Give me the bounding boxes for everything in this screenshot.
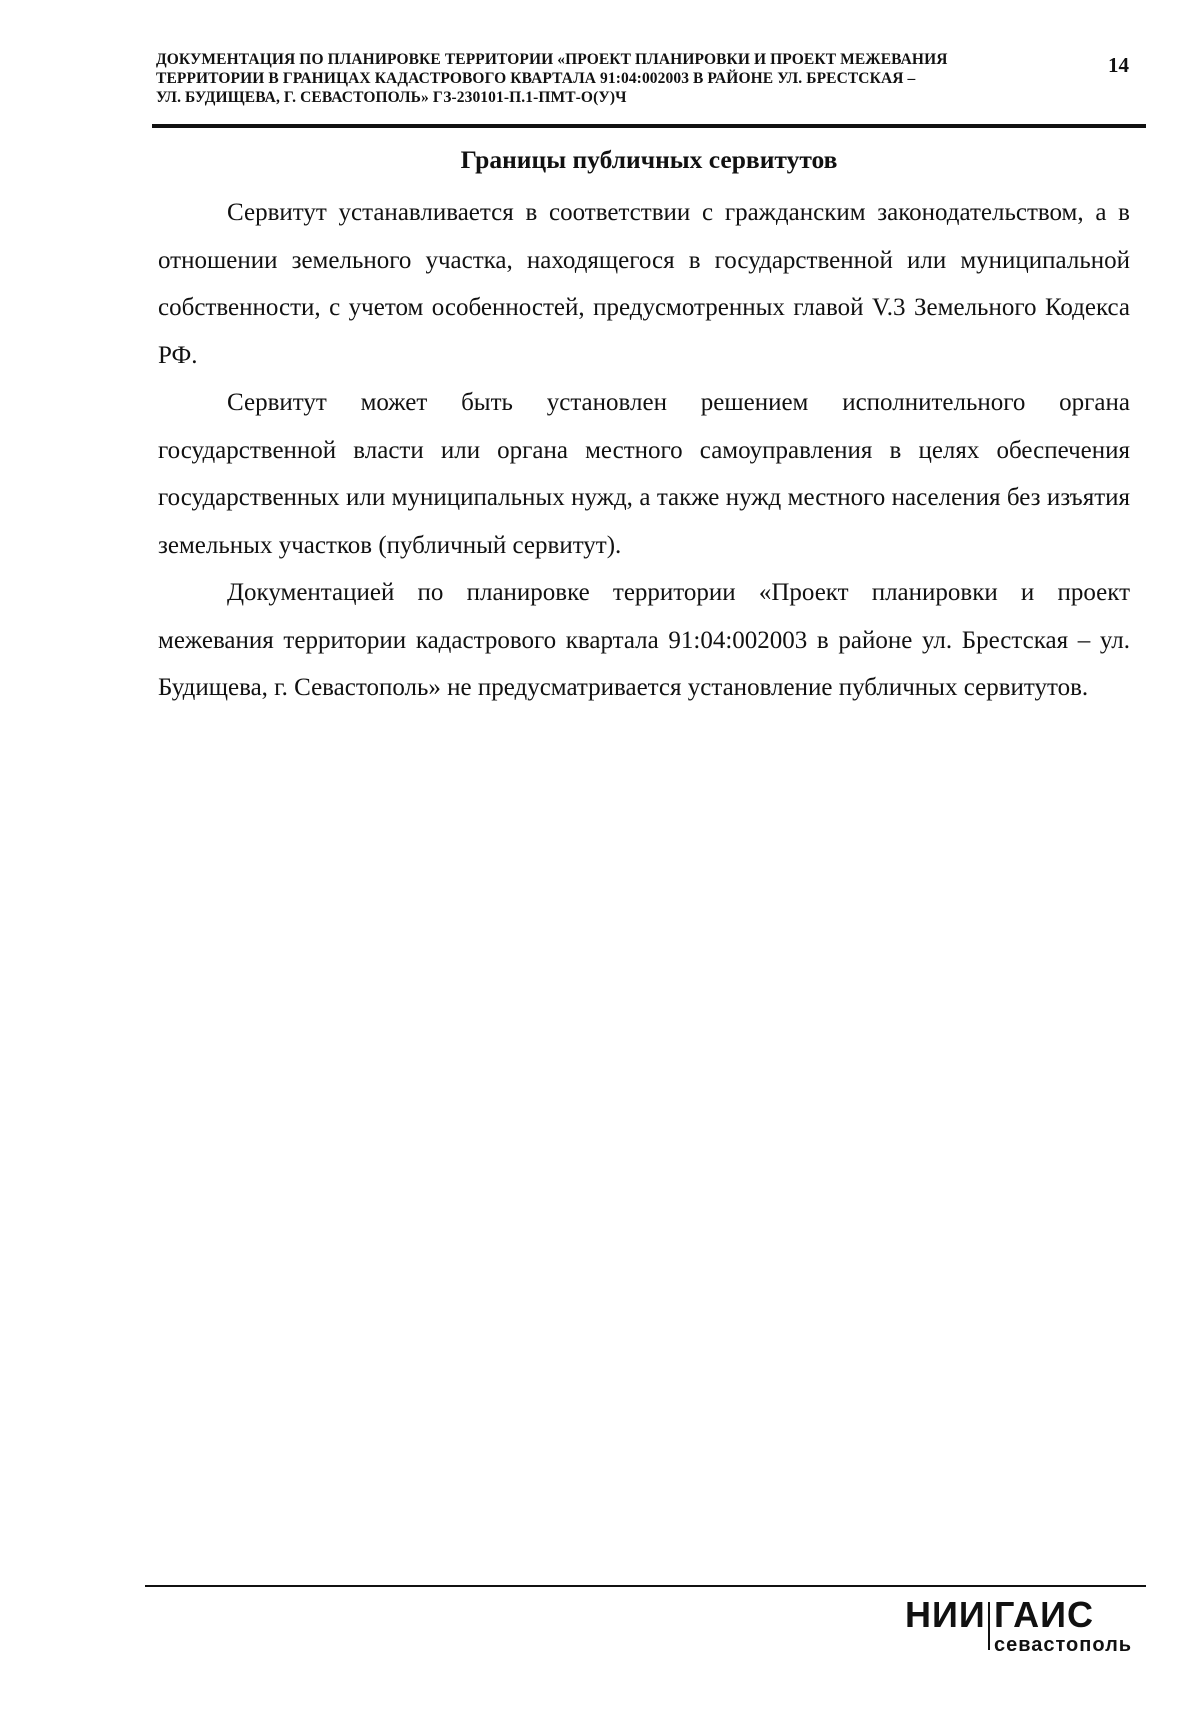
logo-subtext: севастополь (994, 1634, 1133, 1656)
paragraph-2: Сервитут может быть установлен решением исполнительного органа государственной власти или органа местного самоуправления в целях обеспечения государственных или муниципальных нужд, а также нужд местного населения без изъятия земельных участков (публичный сервитут). (158, 389, 1130, 559)
body-text (158, 189, 1130, 712)
logo-divider (988, 1602, 990, 1650)
organization-logo (905, 1592, 1150, 1672)
section-title: Границы публичных сервитутов (460, 145, 838, 174)
header-line-3: УЛ. БУДИЩЕВА, Г. СЕВАСТОПОЛЬ» ГЗ-230101-П.1-ПМТ-О(У)Ч (156, 89, 627, 106)
header-line-2: ТЕРРИТОРИИ В ГРАНИЦАХ КАДАСТРОВОГО КВАРТАЛА 91:04:002003 В РАЙОНЕ УЛ. БРЕСТСКАЯ – (156, 70, 916, 87)
logo-text-left: НИИ (905, 1594, 986, 1635)
logo-text-right: ГАИС (994, 1594, 1095, 1635)
paragraph-1: Сервитут устанавливается в соответствии с гражданским законодательством, а в отношении земельного участка, находящегося в государственной или муниципальной собственности, с учетом особенностей, предусмотренных главой V.3 Земельного Кодекса РФ. (158, 199, 1130, 369)
header-line-1: ДОКУМЕНТАЦИЯ ПО ПЛАНИРОВКЕ ТЕРРИТОРИИ «ПРОЕКТ ПЛАНИРОВКИ И ПРОЕКТ МЕЖЕВАНИЯ (156, 51, 948, 68)
footer-divider (145, 1585, 1146, 1587)
paragraph-3: Документацией по планировке территории «Проект планировки и проект межевания территории кадастрового квартала 91:04:002003 в районе ул. Брестская – ул. Будищева, г. Севастополь» не предусматривается установление публичных сервитутов. (158, 579, 1130, 701)
document-header (156, 50, 1036, 107)
page-number: 14 (1108, 53, 1129, 77)
header-divider (152, 124, 1146, 128)
